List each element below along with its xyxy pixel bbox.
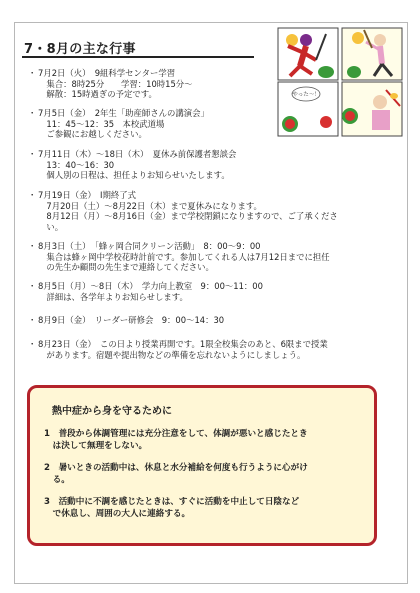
event-detail: 集合：8時25分 学習：10時15分～ <box>38 78 193 89</box>
event-item <box>28 68 378 100</box>
event-heading: 8月9日（金） リーダー研修会 9：00～14：30 <box>38 315 225 325</box>
event-detail: 7月20日（土）～8月22日（木）まで夏休みになります。 <box>38 200 262 211</box>
event-detail: 11：45～12：35 本校武道場 <box>38 118 165 129</box>
bullet: ・ <box>28 190 37 200</box>
event-detail: 解散：15時過ぎの予定です。 <box>38 89 157 99</box>
event-heading: 7月2日（火） 9組科学センター学習 <box>38 68 176 78</box>
event-item <box>28 339 378 360</box>
bullet: ・ <box>28 68 37 78</box>
page-title: 7・8月の主な行事 <box>24 42 136 57</box>
bullet: ・ <box>28 108 37 118</box>
event-heading: 7月11日（木）～18日（木） 夏休み前保護者懇談会 <box>38 149 237 159</box>
event-heading: 7月19日（金） Ⅰ期終了式 <box>38 190 137 200</box>
bullet: ・ <box>28 339 37 349</box>
event-item <box>28 108 378 140</box>
speech-bubble-text: やった〜！ <box>292 92 320 98</box>
bullet: ・ <box>28 315 37 325</box>
event-item <box>28 149 378 181</box>
event-detail: い。 <box>38 221 64 232</box>
event-detail: 8月12日（月）～8月16日（金）まで学校閉鎖になりますので、ご了承くださ <box>38 211 338 221</box>
event-detail: ご参観にお越しください。 <box>38 129 147 139</box>
heatstroke-item: 3 活動中に不調を感じたときは、すぐに活動を中止して日陰など で休息し、周囲の大人に連絡する。 <box>44 497 300 519</box>
event-detail: 詳細は、各学年よりお知らせします。 <box>38 291 188 302</box>
event-item <box>28 281 378 302</box>
event-detail: があります。宿題や提出物などの準備を忘れないようにしましょう。 <box>38 349 306 360</box>
event-item <box>28 190 378 232</box>
event-heading: 8月5日（月）～8日（木） 学力向上教室 9：00～11：00 <box>38 281 263 291</box>
event-heading: 8月23日（金） この日より授業再開です。1限全校集会のあと、6限まで授業 <box>38 339 328 349</box>
event-heading: 7月5日（金） 2年生「助産師さんの講演会」 <box>38 108 209 118</box>
event-item <box>28 315 378 326</box>
heatstroke-item: 2 暑いときの活動中は、休息と水分補給を何度も行うように心がけ る。 <box>44 463 308 485</box>
bullet: ・ <box>28 281 37 291</box>
event-detail: 個人別の日程は、担任よりお知らせいたします。 <box>38 170 230 180</box>
bullet: ・ <box>28 149 37 159</box>
title-underline <box>22 56 254 58</box>
event-heading: 8月3日（土） 「蜂ヶ岡合同クリーン活動」 8：00～9：00 <box>38 241 261 251</box>
event-item <box>28 241 378 273</box>
bullet: ・ <box>28 241 37 251</box>
event-detail: の先生か顧問の先生まで連絡してください。 <box>38 262 214 272</box>
heatstroke-title: 熱中症から身を守るために <box>52 406 172 417</box>
heatstroke-item: 1 普段から体調管理には充分注意をして、体調が悪いと感じたとき は決して無理をしない。 <box>44 429 308 451</box>
event-detail: 集合は蜂ヶ岡中学校花時計前です。参加してくれる人は7月12日までに担任 <box>38 251 330 262</box>
heatstroke-box <box>27 385 377 546</box>
event-detail: 13：40～16：30 <box>38 159 115 170</box>
